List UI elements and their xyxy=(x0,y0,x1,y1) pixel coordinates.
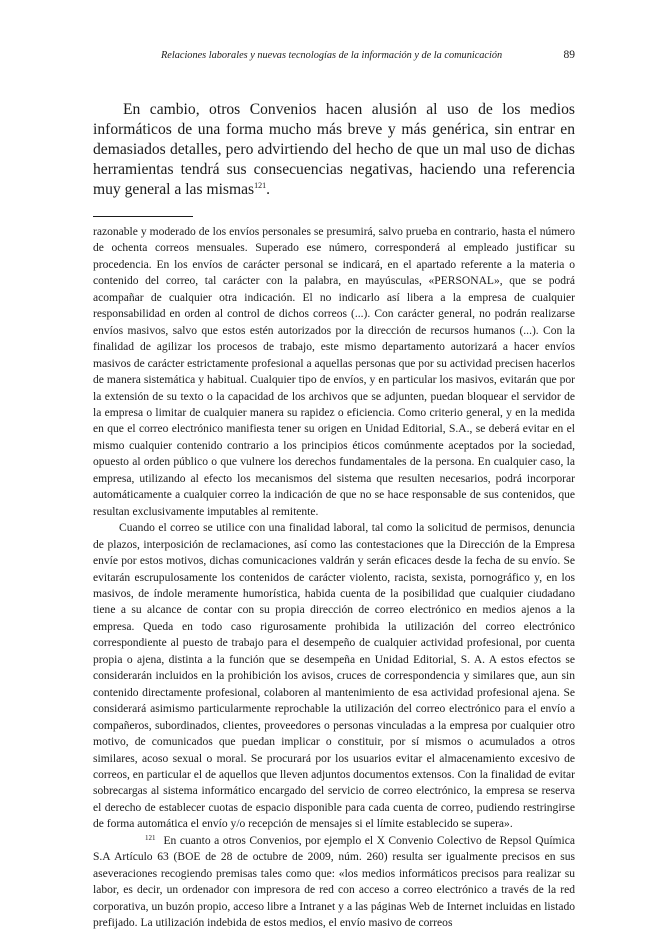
body-paragraph-text: En cambio, otros Convenios hacen alusión al uso de los medios informáticos de una forma mucho más breve y más genérica, sin entrar en demasiados detalles, pero advirtiendo del hecho de que un mal uso de dichas herramientas tendrá sus consecuencias negativas, haciendo una referencia muy general a las mismas xyxy=(93,101,575,198)
page-number: 89 xyxy=(563,49,575,61)
body-paragraph-end: . xyxy=(266,181,270,198)
footnote-continuation-2: Cuando el correo se utilice con una finalidad laboral, tal como la solicitud de permisos, denuncia de plazos, interposición de reclamaciones, así como las contestaciones que la Dirección de la Empresa envíe por estos motivos, dichas comunicaciones valdrán y serán eficaces desde la fecha de su envío. Se evitarán escrupulosamente los contenidos de carácter violento, racista, sexista, pornográfico y, en los masivos, de índole meramente humorística, habida cuenta de la posibilidad que cualquier ciudadano tiene a su alcance de contar con su propia dirección de correo electrónico en medios ajenos a la empresa. Queda en todo caso rigurosamente prohibida la utilización del correo electrónico correspondiente al puesto de trabajo para el desempeño de cualquier actividad profesional, por cuenta propia o ajena, distinta a la función que se desempeña en Unidad Editorial, S. A. A estos efectos se considerarán incluidos en la prohibición los avisos, cruces de correspondencia y similares que, aun sin contenido directamente profesional, colaboren al mantenimiento de esa actividad profesional ajena. Se considerará asimismo particularmente reprochable la utilización del correo electrónico para el envío a compañeros, subordinados, clientes, proveedores o personas vinculadas a la empresa por cualquier otro motivo, de comunicados que puedan implicar o constituir, por sí mismos o acumulados a otros similares, acoso sexual o moral. Se procurará por los usuarios evitar el almacenamiento excesivo de correos, en particular el de aquellos que lleven adjuntos documentos extensos. Con la finalidad de evitar sobrecargas al sistema informático encargado del servicio de correo electrónico, la empresa se reserva el derecho de establecer cuotas de espacio disponible para cada cuenta de correo, pudiendo restringirse de forma automática el envío y/o recepción de mensajes si el límite establecido se supera». xyxy=(93,522,575,831)
footnote-separator xyxy=(93,216,193,217)
footnote-121: $^{121}$ En cuanto a otros Convenios, por ejemplo el X Convenio Colectivo de Repsol Química S.A Artículo 63 (BOE de 28 de octubre de 2009, núm. 260) resulta ser igualmente precisos en sus aseveraciones recogiendo premisas tales como que: «los medios informáticos precisos para realizar su labor, es decir, un ordenador con impresora de red con acceso a correo electrónico a través de la red corporativa, un buzón propio, acceso libre a Intranet y a las páginas Web de Internet incluidas en listado prefijado. La utilización indebida de estos medios, el envío masivo de correos xyxy=(93,833,575,930)
footnote-121-text: En cuanto a otros Convenios, por ejemplo el X Convenio Colectivo de Repsol Química S.A Artículo 63 (BOE de 28 de octubre de 2009, núm. 260) resulta ser igualmente precisos en sus aseveraciones recogiendo premisas tales como que: «los medios informáticos precisos para realizar su labor, es decir, un ordenador con impresora de red con acceso a correo electrónico a través de la red corporativa, un buzón propio, acceso libre a Intranet y a las páginas Web de Internet incluidas en listado prefijado. La utilización indebida de estos medios, el envío masivo de correos xyxy=(93,834,575,930)
footnote-continuation-1: razonable y moderado de los envíos personales se presumirá, salvo prueba en contrario, hasta el número de ochenta correos mensuales. Superado ese número, corresponderá al empleado justificar su procedencia. En los envíos de carácter personal se indicará, en el apartado referente a la materia o contenido del correo, tal carácter con la palabra, en mayúsculas, «PERSONAL», que se podrá acompañar de cualquier otra indicación. El no indicarlo así libera a la empresa de cualquier responsabilidad en orden al control de dichos correos (...). Con carácter general, no podrán realizarse envíos masivos, salvo que estos estén autorizados por la dirección de recursos humanos (...). Con la finalidad de agilizar los procesos de trabajo, este mismo departamento autorizará a hacer envíos masivos de carácter estrictamente profesional a aquellas personas que por su actividad precisen hacerlos de manera sistemática y habitual. Cualquier tipo de envíos, y en particular los masivos, evitarán que por la extensión de su texto o la capacidad de los archivos que se adjunten, puedan bloquear el servidor de la empresa o limitar de cualquier manera su rapidez o eficiencia. Como criterio general, y en la medida en que el correo electrónico manifiesta tener su origen en Unidad Editorial, S.A., se deberá evitar en el mismo cualquier contenido contrario a los principios éticos comúnmente aceptados por la sociedad, opuesto al orden público o que vulnere los derechos fundamentales de la persona. En cualquier caso, la empresa, utilizando al efecto los mecanismos del sistema que resulten necesarios, podrá incorporar automáticamente a cualquier correo la indicación de que no se hace responsable de sus contenidos, que resultan exclusivamente imputables al remitente. xyxy=(93,226,575,518)
running-title: Relaciones laborales y nuevas tecnologías de la información y de la comunicación xyxy=(161,50,503,61)
body-paragraph xyxy=(93,100,575,200)
footnotes xyxy=(93,224,575,931)
footnote-reference[interactable]: 121 xyxy=(254,181,267,190)
